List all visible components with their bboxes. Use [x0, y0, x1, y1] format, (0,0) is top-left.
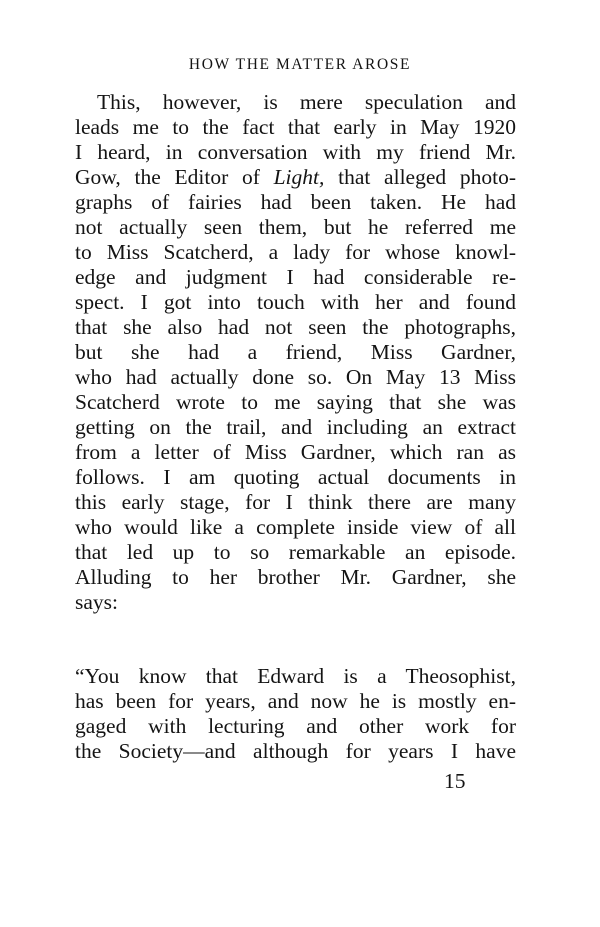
text-line: who would like a complete inside view of all	[75, 515, 516, 539]
text-line: getting on the trail, and including an extract	[75, 415, 516, 439]
text-line: this early stage, for I think there are many	[75, 490, 516, 514]
page-number: 15	[444, 769, 466, 793]
text-line: Alluding to her brother Mr. Gardner, she	[75, 565, 516, 589]
text-line: This, however, is mere speculation and	[97, 90, 516, 114]
text-line: not actually seen them, but he referred me	[75, 215, 516, 239]
text-line: the Society—and although for years I have	[75, 739, 516, 763]
text-line: follows. I am quoting actual documents in	[75, 465, 516, 489]
text-line: says:	[75, 590, 118, 614]
text-line: Scatcherd wrote to me saying that she was	[75, 390, 516, 414]
text-line: edge and judgment I had considerable re-	[75, 265, 516, 289]
text-line: has been for years, and now he is mostly en-	[75, 689, 516, 713]
text-line: but she had a friend, Miss Gardner,	[75, 340, 516, 364]
paragraph-2	[75, 664, 516, 764]
paragraph-1	[75, 90, 516, 615]
text-line: gaged with lecturing and other work for	[75, 714, 516, 738]
text-line: spect. I got into touch with her and found	[75, 290, 516, 314]
text-line: Gow, the Editor of Light, that alleged photo-	[75, 165, 516, 189]
running-head: HOW THE MATTER AROSE	[188, 56, 412, 73]
text-line: “You know that Edward is a Theosophist,	[75, 664, 516, 688]
text-line: leads me to the fact that early in May 1920	[75, 115, 516, 139]
text-line: I heard, in conversation with my friend Mr.	[75, 140, 516, 164]
text-line: to Miss Scatcherd, a lady for whose knowl-	[75, 240, 516, 264]
text-line: graphs of fairies had been taken. He had	[75, 190, 516, 214]
text-line: that she also had not seen the photographs,	[75, 315, 516, 339]
text-line: from a letter of Miss Gardner, which ran as	[75, 440, 516, 464]
text-line: that led up to so remarkable an episode.	[75, 540, 516, 564]
text-line: who had actually done so. On May 13 Miss	[75, 365, 516, 389]
